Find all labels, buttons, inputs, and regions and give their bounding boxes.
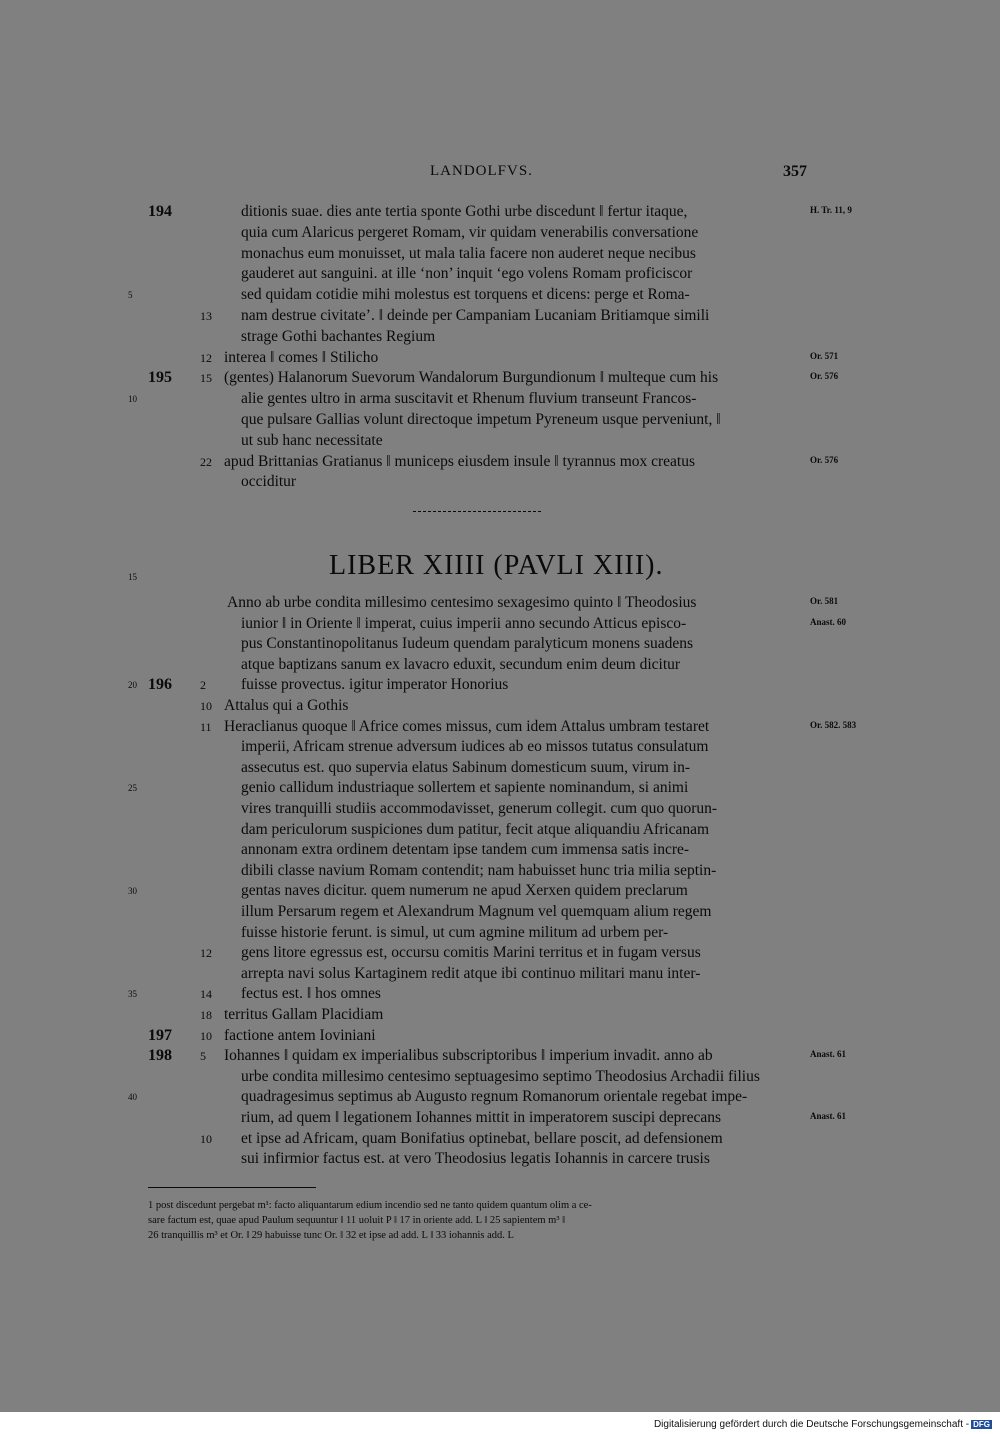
text-line — [0, 1068, 1000, 1088]
text-line — [0, 924, 1000, 944]
source-reference: Anast. 60 — [810, 616, 847, 627]
line-text: fectus est. ‖ hos omnes — [241, 985, 381, 1003]
line-text: atque baptizans sanum ex lavacro eduxit, secundum enim deum dicitur — [241, 655, 681, 673]
line-reference: 5 — [200, 1049, 206, 1064]
line-reference: 10 — [200, 1131, 212, 1146]
text-line — [0, 1150, 1000, 1170]
line-text: arrepta navi solus Kartaginem redit atque ibi continuo militari manu inter- — [241, 964, 701, 982]
margin-line-number: 40 — [128, 1092, 137, 1103]
line-text: alie gentes ultro in arma suscitavit et Rhenum fluvium transeunt Francos- — [241, 390, 697, 408]
running-header: LANDOLFVS. — [430, 163, 533, 179]
line-reference: 12 — [200, 350, 212, 365]
source-reference: Or. 571 — [810, 350, 839, 361]
text-line — [0, 635, 1000, 655]
line-text: quadragesimus septimus ab Augusto regnum Romanorum orientale regebat impe- — [241, 1088, 748, 1106]
section-number: 197 — [148, 1026, 172, 1044]
text-line — [0, 1006, 1000, 1026]
footnote-line: 26 tranquillis m³ et Or. ‖ 29 habuisse tunc Or. ‖ 32 et ipse ad add. L ‖ 33 iohannis add. L — [148, 1230, 514, 1241]
text-line — [0, 328, 1000, 348]
text-line — [0, 841, 1000, 861]
text-line — [0, 800, 1000, 820]
book-title: LIBER XIIII (PAVLI XIII). — [329, 550, 664, 581]
line-text: Anno ab urbe condita millesimo centesimo sexagesimo quinto ‖ Theodosius — [227, 594, 697, 611]
source-reference: Or. 576 — [810, 454, 839, 465]
footer-credit — [654, 1419, 992, 1430]
line-text: fuisse provectus. igitur imperator Honorius — [241, 676, 509, 694]
line-text: ut sub hanc necessitate — [241, 431, 383, 449]
line-text: illum Persarum regem et Alexandrum Magnum vel quemquam alium regem — [241, 903, 712, 920]
text-line — [0, 718, 1000, 738]
line-reference: 15 — [200, 371, 212, 386]
margin-line-number: 10 — [128, 394, 137, 405]
section-number: 195 — [148, 369, 172, 387]
line-reference: 11 — [200, 719, 212, 734]
line-text: ditionis suae. dies ante tertia sponte Gothi urbe discedunt ‖ fertur itaque, — [241, 203, 688, 220]
text-line — [0, 453, 1000, 473]
line-text: interea ‖ comes ‖ Stilicho — [224, 348, 379, 366]
line-text: fuisse historie ferunt. is simul, ut cum agmine militum ad urbem per- — [241, 923, 669, 941]
line-text: pus Constantinopolitanus Iudeum quendam paralyticum monens suadens — [241, 635, 694, 653]
line-text: assecutus est. quo supervia elatus Sabinum domesticum suum, virum in- — [241, 758, 691, 776]
line-text: apud Brittanias Gratianus ‖ municeps eiusdem insule ‖ tyrannus mox creatus — [224, 452, 696, 470]
text-line — [0, 1047, 1000, 1067]
line-text: gauderet aut sanguini. at ille ‘non’ inquit ‘ego volens Romam proficiscor — [241, 265, 693, 283]
line-text: sed quidam cotidie mihi molestus est torquens et dicens: perge et Roma- — [241, 286, 690, 304]
line-reference: 12 — [200, 946, 212, 961]
dfg-logo: DFG — [973, 1420, 990, 1429]
line-reference: 13 — [200, 309, 212, 323]
line-text: vires tranquilli studiis accommodavisset, generum collegit. cum quo quorun- — [241, 800, 718, 817]
line-text: nam destrue civitate’. ‖ deinde per Campaniam Lucaniam Britiamque simili — [241, 307, 710, 324]
line-text: Iohannes ‖ quidam ex imperialibus subscriptoribus ‖ imperium invadit. anno ab — [224, 1047, 713, 1065]
footnote-line: 1 post discedunt pergebat m¹: facto aliquantarum edium incendio sed ne tanto quidem quantum olim a ce- — [148, 1200, 592, 1211]
text-line — [0, 390, 1000, 410]
section-rule — [413, 511, 541, 513]
line-text: (gentes) Halanorum Suevorum Wandalorum Burgundionum ‖ multeque cum his — [224, 369, 719, 387]
line-text: dibili classe navium Romam contendit; nam habuisset hunc tria milia septin- — [241, 861, 717, 879]
text-line — [0, 903, 1000, 923]
line-text: et ipse ad Africam, quam Bonifatius optinebat, bellare poscit, ad defensionem — [241, 1129, 723, 1147]
text-line — [0, 307, 1000, 327]
line-text: Attalus qui a Gothis — [224, 697, 349, 714]
line-text: annonam extra ordinem detentam ipse tandem cum immensa satis incre- — [241, 841, 690, 859]
line-text: genio callidum industriaque sollertem et sapiente nominandum, si animi — [241, 779, 689, 797]
text-line — [0, 411, 1000, 431]
source-reference: Or. 581 — [810, 596, 839, 606]
margin-line-number: 20 — [128, 680, 137, 691]
line-text: strage Gothi bachantes Regium — [241, 327, 436, 345]
text-line — [0, 676, 1000, 696]
margin-line-number: 5 — [128, 290, 133, 301]
text-line — [0, 224, 1000, 244]
text-line — [0, 821, 1000, 841]
page-number: 357 — [783, 163, 807, 180]
footer-text: Digitalisierung gefördert durch die Deutsche Forschungsgemeinschaft - — [653, 1419, 970, 1430]
section-number: 196 — [148, 676, 172, 694]
text-line — [0, 349, 1000, 369]
line-text: que pulsare Gallias volunt directoque impetum Pyreneum usque perveniunt, ‖ — [241, 411, 721, 428]
text-line — [0, 697, 1000, 717]
source-reference: H. Tr. 11, 9 — [810, 205, 852, 215]
line-text: rium, ad quem ‖ legationem Iohannes mittit in imperatorem suscipi deprecans — [241, 1109, 721, 1126]
line-text: urbe condita millesimo centesimo septuagesimo septimo Theodosius Archadii filius — [241, 1067, 760, 1085]
text-line — [0, 203, 1000, 223]
line-reference: 14 — [200, 987, 212, 1002]
text-line — [0, 245, 1000, 265]
line-text: dam periculorum suspiciones dum patitur, fecit atque aliquandiu Africanam — [241, 820, 710, 838]
text-line — [0, 882, 1000, 902]
section-number: 194 — [148, 203, 172, 220]
text-line — [0, 369, 1000, 389]
source-reference: Anast. 61 — [810, 1111, 847, 1121]
text-line — [0, 985, 1000, 1005]
text-line — [0, 286, 1000, 306]
margin-line-number: 25 — [128, 783, 137, 794]
line-text: gens litore egressus est, occursu comitis Marini territus et in fugam versus — [241, 944, 701, 962]
text-line — [0, 965, 1000, 985]
line-text: factione antem Ioviniani — [224, 1026, 376, 1044]
text-line — [0, 759, 1000, 779]
text-line — [0, 738, 1000, 758]
footnote-line: sare factum est, quae apud Paulum sequuntur ‖ 11 uoluit P ‖ 17 in oriente add. L ‖ 25 sapientem m³ ‖ — [148, 1215, 566, 1226]
text-line — [0, 1088, 1000, 1108]
text-line — [0, 594, 1000, 614]
text-line — [0, 1130, 1000, 1150]
source-reference: Or. 582. 583 — [810, 719, 857, 730]
line-text: Heraclianus quoque ‖ Africe comes missus, cum idem Attalus umbram testaret — [224, 717, 710, 735]
text-line — [0, 265, 1000, 285]
line-reference: 22 — [200, 454, 212, 469]
margin-line-number: 15 — [128, 572, 137, 582]
line-text: gentas naves dicitur. quem numerum ne apud Xerxen quidem preclarum — [241, 882, 688, 900]
text-line — [0, 1109, 1000, 1129]
line-reference: 10 — [200, 1028, 212, 1043]
section-number: 198 — [148, 1047, 172, 1065]
line-reference: 2 — [200, 678, 206, 693]
source-reference: Anast. 61 — [810, 1049, 847, 1060]
source-reference: Or. 576 — [810, 371, 839, 382]
line-text: territus Gallam Placidiam — [224, 1006, 384, 1023]
line-text: imperii, Africam strenue adversum iudices ab eo missos tutatus consulatum — [241, 738, 709, 756]
line-text: quia cum Alaricus pergeret Romam, vir quidam venerabilis conversatione — [241, 223, 699, 241]
text-line — [0, 473, 1000, 493]
line-text: iunior ‖ in Oriente ‖ imperat, cuius imperii anno secundo Atticus episco- — [241, 614, 687, 632]
text-line — [0, 656, 1000, 676]
margin-line-number: 35 — [128, 989, 137, 1000]
text-line — [0, 615, 1000, 635]
line-reference: 10 — [200, 699, 212, 713]
text-line — [0, 862, 1000, 882]
text-line — [0, 1027, 1000, 1047]
footnote-rule — [148, 1187, 316, 1188]
text-line — [0, 779, 1000, 799]
line-text: occiditur — [241, 473, 297, 491]
margin-line-number: 30 — [128, 886, 137, 897]
text-line — [0, 432, 1000, 452]
text-line — [0, 944, 1000, 964]
line-text: sui infirmior factus est. at vero Theodosius legatis Iohannis in carcere trusis — [241, 1150, 710, 1168]
line-reference: 18 — [200, 1008, 212, 1022]
line-text: monachus eum monuisset, ut mala talia facere non auderet neque necibus — [241, 244, 696, 262]
